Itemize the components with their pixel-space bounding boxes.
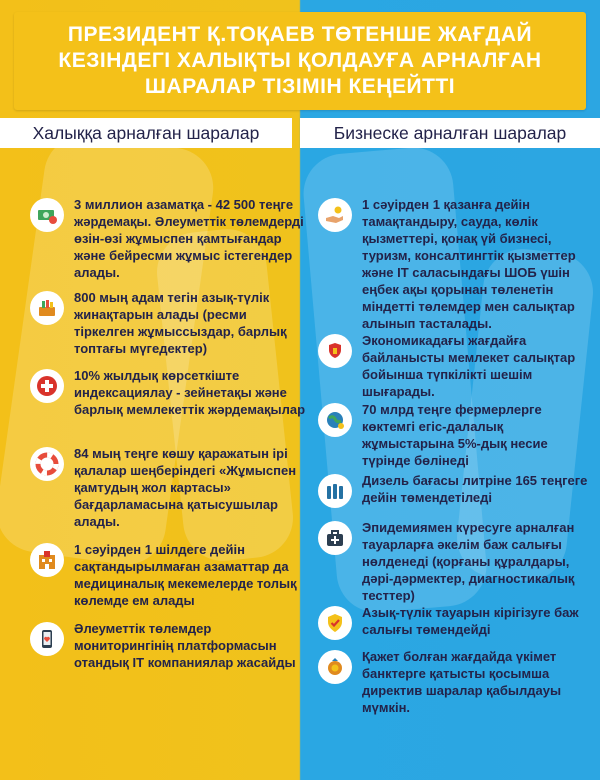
left-item-2	[30, 289, 310, 357]
lifebuoy-icon	[30, 447, 64, 481]
fuel-bottles-icon	[318, 474, 352, 508]
left-item-text: Әлеуметтік төлемдер мониторингінің платформасын отандық IT компаниялар жасайды	[74, 621, 296, 670]
right-item-text: Қажет болған жағдайда үкімет банктерге қатысты қосымша директив шаралар қабылдауы мүмкін.	[362, 649, 562, 715]
globe-coins-icon	[318, 403, 352, 437]
right-item-text: Экономикадағы жағдайға байланысты мемлекет салықтар бойынша түпкілікті шешім шығарады.	[362, 333, 576, 399]
right-item-text: Дизель бағасы литріне 165 теңгеге дейін төмендетіледі	[362, 473, 588, 505]
right-item-5	[318, 519, 588, 604]
phone-heart-icon	[30, 622, 64, 656]
hand-coins-icon	[318, 198, 352, 232]
left-item-6	[30, 620, 310, 671]
right-item-2	[318, 332, 588, 400]
right-item-7	[318, 648, 588, 716]
medical-bag-icon	[318, 521, 352, 555]
right-item-1	[318, 196, 588, 332]
left-item-text: 1 сәуірден 1 шілдеге дейін сақтандырылмаған азаматтар да медициналық мекемелерде толық көлемде ем алады	[74, 542, 297, 608]
left-item-5	[30, 541, 310, 609]
medical-cross-icon	[30, 369, 64, 403]
left-item-text: 3 миллион азаматқа - 42 500 теңге жәрдемақы. Әлеуметтік төлемдерді өзін-өзі жұмыспен қамтығандар және бейресми жұмыс істегендер алады.	[74, 197, 304, 280]
right-column-heading: Бизнеске арналған шаралар	[300, 118, 600, 148]
left-item-4	[30, 445, 310, 530]
left-item-text: 10% жылдық көрсеткіште индексациялау - зейнетақы және барлық мемлекеттік жәрдемақылар	[74, 368, 306, 417]
left-item-1	[30, 196, 310, 281]
page-title: ПРЕЗИДЕНТ Қ.ТОҚАЕВ ТӨТЕНШЕ ЖАҒДАЙ КЕЗІНДЕГІ ХАЛЫҚТЫ ҚОЛДАУҒА АРНАЛҒАН ШАРАЛАР ТІЗІМІН КЕҢЕЙТТІ	[58, 23, 542, 98]
left-item-text: 84 мың теңге көшу қаражатын ірі қалалар шеңберіндегі «Жұмыспен қамтудың жол картасы» бағдарламасына қатысушылар алады.	[74, 446, 297, 529]
left-item-3	[30, 367, 310, 418]
money-icon	[30, 198, 64, 232]
right-item-text: 70 млрд теңге фермерлерге көктемгі егіс-далалық жұмыстарына 5%-дық несие түрінде бөлінеді	[362, 402, 548, 468]
left-item-text: 800 мың адам тегін азық-түлік жинақтарын алады (ресми тіркелген жұмыссыздар, барлық топтағы мүгедектер)	[74, 290, 287, 356]
right-item-6	[318, 604, 588, 640]
shield-check-icon	[318, 606, 352, 640]
bank-money-icon	[318, 650, 352, 684]
left-column-heading: Халыққа арналған шаралар	[0, 118, 292, 148]
right-item-text: Азық-түлік тауарын кірігізуге баж салығы төмендейді	[362, 605, 579, 637]
right-item-3	[318, 401, 588, 469]
grocery-basket-icon	[30, 291, 64, 325]
right-item-text: 1 сәуірден 1 қазанға дейін тамақтандыру, сауда, көлік қызметтері, қонақ үй бизнесі, туризм, консалтингтік қызметтер және IT саласындағы ШОБ үшін еңбек ақы қорынан төленетін міндетті төлемдер мен салықтар алынып тасталады.	[362, 197, 576, 331]
hospital-icon	[30, 543, 64, 577]
right-item-4	[318, 472, 588, 508]
hand-shield-icon	[318, 334, 352, 368]
right-item-text: Эпидемиямен күресуге арналған тауарларға әкелім баж салығы нөлденеді (қорғаны құралдары, дәрі-дәрмектер, диагностикалық тесттер)	[362, 520, 575, 603]
title-banner	[14, 12, 586, 110]
